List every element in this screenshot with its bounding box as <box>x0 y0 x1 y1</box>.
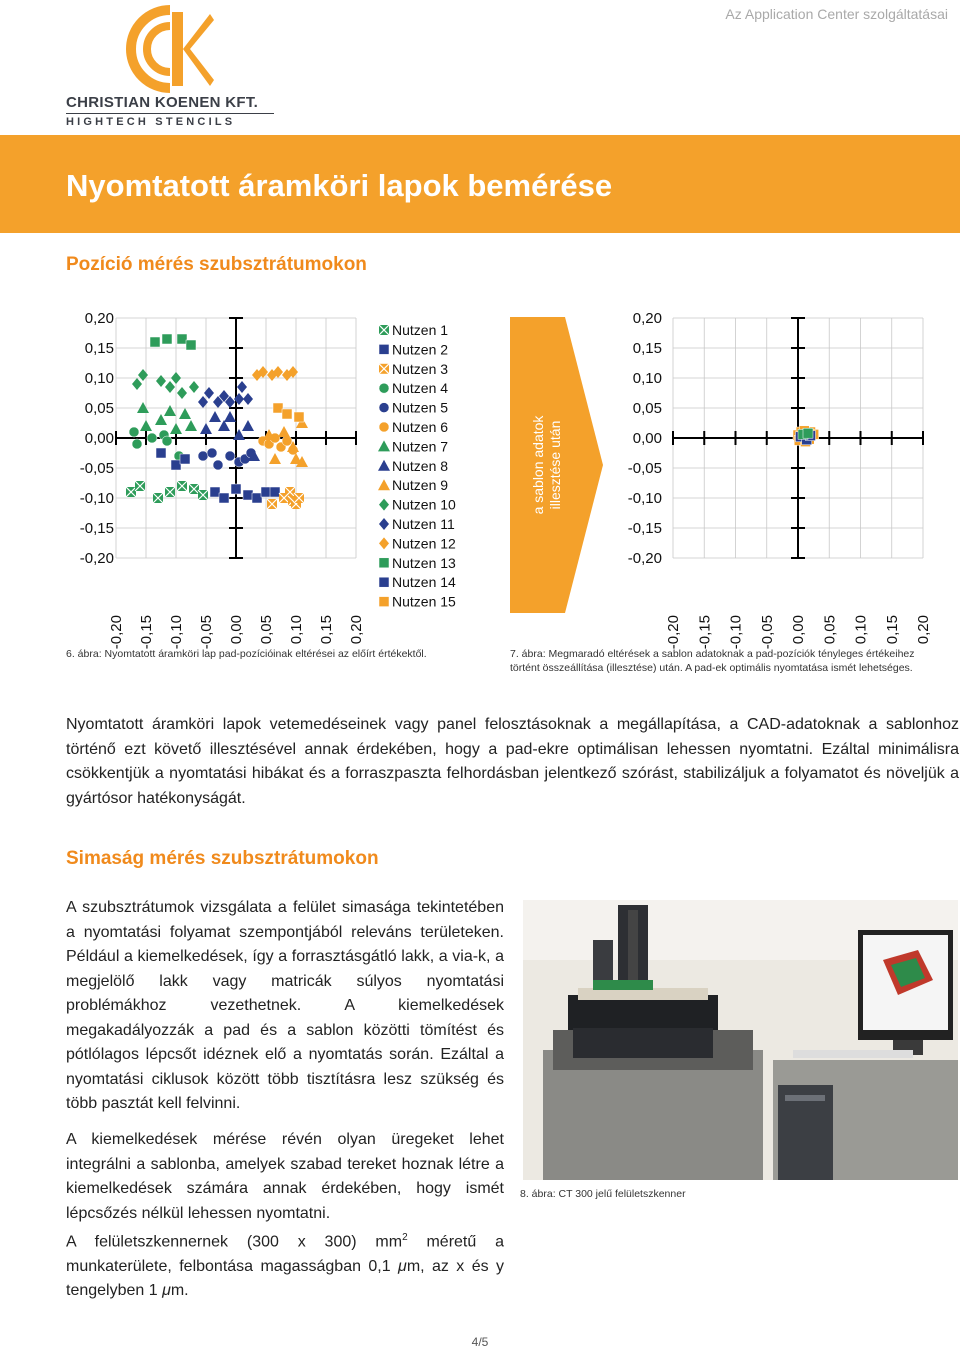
series-3 <box>798 428 813 439</box>
series-15 <box>273 403 304 422</box>
arrow-shape <box>510 315 605 615</box>
section-title-position: Pozíció mérés szubsztrátumokon <box>66 254 367 275</box>
y-tick-label: -0,05 <box>627 460 662 477</box>
legend-item <box>378 458 448 474</box>
transition-arrow <box>510 315 605 615</box>
chart-legend <box>378 322 456 610</box>
y-tick-label: 0,15 <box>84 340 114 357</box>
data-point <box>129 427 139 437</box>
legend-item <box>378 477 448 493</box>
series-12 <box>252 366 298 381</box>
page-title: Nyomtatott áramköri lapok bemérése <box>66 168 613 203</box>
legend-marker <box>379 325 389 335</box>
data-point <box>171 372 181 384</box>
data-point <box>204 387 214 399</box>
figure-7-caption-line2: történt összeállítása (illesztése) után. A pad-ek optimális nyomtatása ismét lehetséges. <box>510 662 913 674</box>
legend-label: Nutzen 2 <box>392 341 449 358</box>
flatness-text-3 <box>66 1226 504 1304</box>
legend-item <box>379 574 456 590</box>
data-point <box>198 396 208 408</box>
data-point <box>162 334 172 344</box>
y-tick-label: 0,05 <box>84 400 114 417</box>
data-point <box>177 334 187 344</box>
ck-logo-icon <box>124 4 216 94</box>
arrow-label-line2: illesztése után <box>547 420 563 510</box>
legend-marker <box>379 577 389 587</box>
legend-marker <box>379 597 389 607</box>
legend-marker <box>379 422 389 432</box>
data-point <box>209 411 221 422</box>
data-point <box>273 403 283 413</box>
x-tick-label: 0,20 <box>348 615 365 645</box>
y-tick-label: -0,20 <box>79 550 114 567</box>
x-tick-label: -0,10 <box>727 615 745 650</box>
legend-marker <box>379 364 389 374</box>
y-tick-label: -0,20 <box>627 550 662 567</box>
series-1 <box>126 481 208 503</box>
data-point <box>171 460 181 470</box>
legend-marker <box>378 460 390 471</box>
x-tick-label: -0,05 <box>758 615 776 650</box>
data-point <box>225 451 235 461</box>
legend-item <box>379 497 456 513</box>
data-point <box>156 448 166 458</box>
y-tick-label: -0,10 <box>79 490 114 507</box>
figure-6-caption: 6. ábra: Nyomtatott áramköri lap pad-pozícióinak eltérései az előírt értékektől. <box>66 648 427 660</box>
legend-label: Nutzen 1 <box>392 322 449 338</box>
x-tick-label: -0,10 <box>168 615 185 650</box>
legend-marker <box>379 518 389 530</box>
data-point <box>243 490 253 500</box>
data-point <box>135 481 145 491</box>
y-tick-label: 0,00 <box>84 430 114 447</box>
data-point <box>132 439 142 449</box>
data-point <box>177 387 187 399</box>
x-tick-label: 0,15 <box>883 615 901 645</box>
data-point <box>170 423 182 434</box>
scanner-text-c: m, az x és y tengelyben 1 <box>66 1257 504 1300</box>
scatter-chart-after <box>610 310 940 650</box>
x-tick-label: 0,00 <box>790 615 807 645</box>
data-point <box>198 490 208 500</box>
x-tick-label: 0,05 <box>258 615 275 645</box>
y-tick-label: 0,00 <box>632 430 662 447</box>
legend-label: Nutzen 6 <box>392 419 449 435</box>
data-point <box>186 340 196 350</box>
data-point <box>207 448 217 458</box>
y-tick-label: 0,10 <box>84 370 114 387</box>
flatness-paragraph-2-3 <box>66 1128 504 1304</box>
legend-marker <box>379 558 389 568</box>
x-tick-label: 0,20 <box>915 615 932 645</box>
series-5 <box>198 448 256 470</box>
x-tick-label: -0,15 <box>138 615 155 650</box>
data-point <box>165 381 175 393</box>
x-tick-label: -0,05 <box>198 615 215 650</box>
data-point <box>213 460 223 470</box>
figure-7-caption-line1: 7. ábra: Megmaradó eltérések a sablon adatoknak a pad-pozíciók tényleges értékeihez <box>510 648 915 660</box>
data-point <box>252 493 262 503</box>
data-point <box>185 420 197 431</box>
legend-item <box>379 341 448 357</box>
title-banner <box>0 135 960 233</box>
company-logo <box>66 4 281 129</box>
legend-item <box>379 555 456 571</box>
data-point <box>270 487 280 497</box>
scanner-illustration <box>523 900 958 1180</box>
x-tick-label: -0,15 <box>696 615 714 650</box>
data-point <box>242 420 254 431</box>
y-tick-label: -0,15 <box>79 520 114 537</box>
data-point <box>243 393 253 405</box>
legend-label: Nutzen 15 <box>392 593 456 610</box>
arrow-label-line1: a sablon adatok <box>530 415 546 515</box>
flatness-text-1: A szubsztrátumok vizsgálata a felület simasága tekintetében a nyomtatási folyamat szempontjából releváns területeken. Például a kiemelkedések, így a forrasztásgátló lakk, a via-k, a megjelölő lakk vagy matricák súlyos nyomtatási problémákhoz vezethetnek. A kiemelkedések megakadályozzák a pad és a sablon közötti tömítést és pótlólagos lépcsőt idéznek elő a nyomtatás során. Ezáltal a nyomtatási ciklusok között több tisztításra lesz szükség és több pasztát kell felvinni. <box>66 899 504 1112</box>
legend-item <box>379 361 448 377</box>
legend-label: Nutzen 13 <box>392 554 456 571</box>
section-title-flatness: Simaság mérés szubsztrátumokon <box>66 848 379 869</box>
data-point <box>180 454 190 464</box>
x-tick-label: 0,10 <box>288 615 305 645</box>
legend-label: Nutzen 11 <box>392 516 455 532</box>
data-point <box>165 487 175 497</box>
legend-item <box>379 380 448 396</box>
legend-item <box>379 535 456 551</box>
data-point <box>267 499 277 509</box>
legend-label: Nutzen 12 <box>392 535 456 552</box>
y-tick-label: -0,05 <box>79 460 114 477</box>
data-point <box>132 378 142 390</box>
legend-marker <box>378 440 390 451</box>
data-point <box>219 493 229 503</box>
data-point <box>189 381 199 393</box>
y-tick-label: 0,15 <box>632 340 662 357</box>
legend-item <box>379 400 448 416</box>
data-point <box>200 423 212 434</box>
scanner-text-a: A felületszkennernek (300 x 300) mm <box>66 1233 403 1251</box>
data-point <box>294 493 304 503</box>
data-point <box>147 433 157 443</box>
scanner-text-sup: 2 <box>402 1232 408 1243</box>
scanner-text-mu-2: μ <box>162 1282 171 1300</box>
data-point <box>140 420 152 431</box>
page-number: 4/5 <box>471 1335 489 1349</box>
data-point <box>162 436 172 446</box>
data-point <box>210 487 220 497</box>
legend-marker <box>379 403 389 413</box>
chart-before <box>66 310 466 650</box>
y-tick-label: 0,10 <box>632 370 662 387</box>
y-tick-label: 0,20 <box>632 310 662 327</box>
y-tick-label: 0,20 <box>84 310 114 327</box>
x-tick-label: 0,15 <box>318 615 335 645</box>
legend-label: Nutzen 14 <box>392 574 456 591</box>
scanner-text-d: m. <box>170 1282 189 1300</box>
data-point <box>278 426 290 437</box>
data-point <box>285 487 295 497</box>
data-point <box>198 451 208 461</box>
legend-label: Nutzen 9 <box>392 477 449 494</box>
figure-7-caption <box>510 647 930 675</box>
service-label: Az Application Center szolgáltatásai <box>725 6 948 22</box>
data-point <box>282 409 292 419</box>
legend-item <box>379 322 448 338</box>
flatness-paragraph-1 <box>66 896 504 1141</box>
y-tick-label: 0,05 <box>632 400 662 417</box>
data-point <box>126 487 136 497</box>
series-14 <box>156 448 190 470</box>
y-tick-label: -0,10 <box>627 490 662 507</box>
legend-label: Nutzen 4 <box>392 380 449 397</box>
intro-paragraph: Nyomtatott áramköri lapok vetemedéseinek vagy panel felosztásoknak a megállapítása, a CAD-adatoknak a sablonhoz történő ezt követő illesztésével annak érdekében, hogy a pad-ekre optimálisan lehessen nyomtatni. Ezáltal minimálisra csökkentjük a nyomtatási hibákat és a forraszpaszta felhordásban jelentkező szórást, stabilizáljuk a folyamatot és növeljük a gyártósor hatékonyságát. <box>66 716 959 807</box>
figure-8-caption: 8. ábra: CT 300 jelű felületszkenner <box>520 1188 686 1200</box>
legend-item <box>378 438 448 454</box>
data-point <box>138 369 148 381</box>
scanner-text-b: méretű a munkaterülete, felbontása magasságban 0,1 <box>66 1233 504 1275</box>
chart-after <box>610 310 940 650</box>
data-point <box>164 405 176 416</box>
scanner-text-mu: μ <box>398 1257 407 1275</box>
x-tick-label: -0,20 <box>665 615 682 650</box>
legend-marker <box>379 537 389 549</box>
y-tick-label: -0,15 <box>627 520 662 537</box>
legend-marker <box>378 479 390 490</box>
data-point <box>269 453 281 464</box>
data-point <box>137 402 149 413</box>
legend-label: Nutzen 8 <box>392 457 449 474</box>
data-point <box>224 411 236 422</box>
legend-label: Nutzen 7 <box>392 438 449 455</box>
legend-item <box>379 516 455 532</box>
legend-label: Nutzen 5 <box>392 399 449 416</box>
x-tick-label: -0,20 <box>108 615 125 650</box>
data-point <box>177 481 187 491</box>
legend-marker <box>379 383 389 393</box>
legend-label: Nutzen 3 <box>392 360 449 377</box>
data-point <box>282 436 292 446</box>
legend-marker <box>379 344 389 354</box>
data-point <box>156 375 166 387</box>
data-point <box>179 408 191 419</box>
series-10 <box>132 369 199 399</box>
data-point <box>150 337 160 347</box>
surface-scanner-photo <box>523 900 958 1180</box>
x-tick-label: 0,05 <box>821 615 839 645</box>
data-point <box>237 381 247 393</box>
data-point <box>261 487 271 497</box>
x-tick-label: 0,10 <box>852 615 870 645</box>
company-name: CHRISTIAN KOENEN KFT. <box>66 94 259 111</box>
legend-item <box>379 419 448 435</box>
x-tick-label: 0,00 <box>228 615 245 645</box>
data-point <box>189 484 199 494</box>
scatter-chart-before <box>66 310 466 650</box>
data-point <box>231 484 241 494</box>
data-point <box>294 412 304 422</box>
legend-item <box>379 594 456 610</box>
data-point <box>803 428 813 438</box>
flatness-text-2: A kiemelkedések mérése révén olyan üregeket lehet integrálni a sablonba, amelyek szabad tereket hoznak létre a kiemelkedések számára annak érdekében, hogy ismét lépcsőzés nélkül lehessen nyomtatni. <box>66 1131 504 1222</box>
legend-marker <box>379 499 389 511</box>
legend-label: Nutzen 10 <box>392 496 456 513</box>
logo-divider <box>66 113 274 114</box>
data-point <box>153 493 163 503</box>
company-subtitle: HIGHTECH STENCILS <box>66 116 236 128</box>
